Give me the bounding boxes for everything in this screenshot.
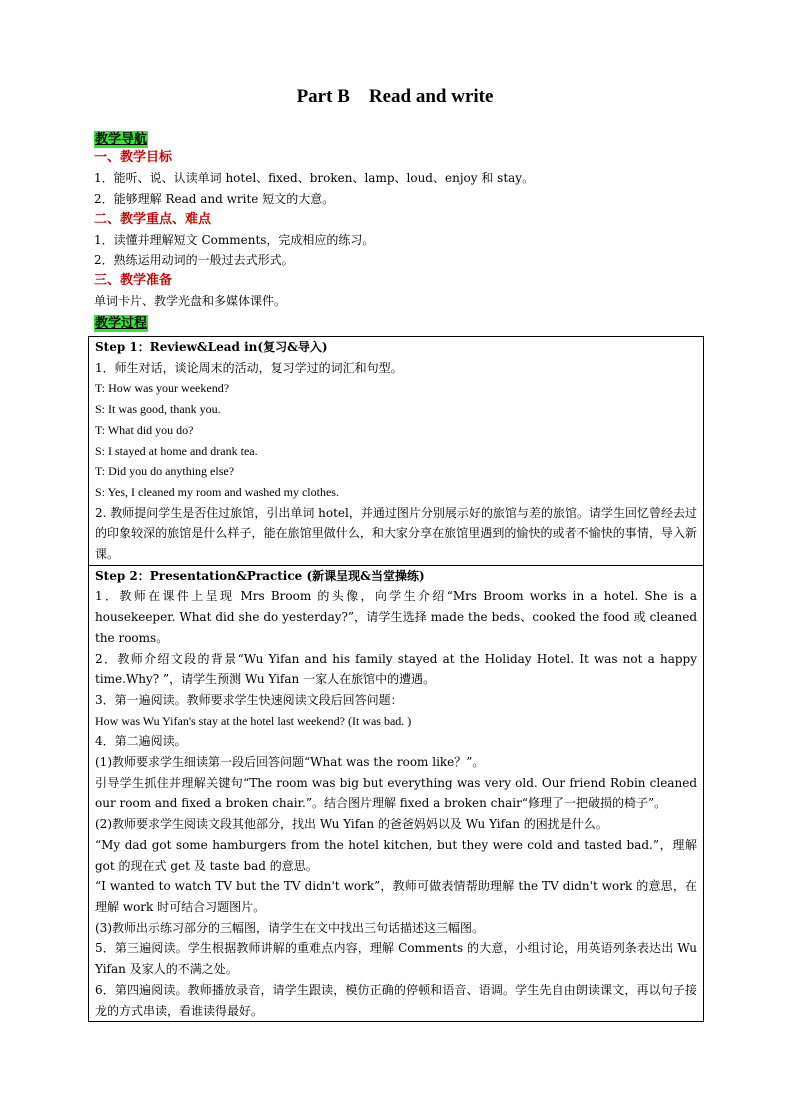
step-line: 2. 教师提问学生是否住过旅馆，引出单词 hotel，并通过图片分别展示好的旅馆与差的旅馆。请学生回忆曾经去过的印象较深的旅馆是什么样子，能在旅馆里做什么，和大家分享在旅馆里遇到的愉快的或者不愉快的事情，导入新课。	[95, 505, 697, 562]
dialogue-line: S: Yes, I cleaned my room and washed my clothes.	[95, 484, 339, 499]
step-1-cell	[89, 337, 703, 565]
step-2-cell	[89, 565, 703, 1021]
step-line: 2．教师介绍文段的背景“Wu Yifan and his family stayed at the Holiday Hotel. It was not a happy time.Why? ”，请学生预测 Wu Yifan 一家人在旅馆中的遭遇。	[95, 651, 697, 687]
page-title: Part B Read and write	[296, 86, 494, 107]
key-heading: 二、教学重点、难点	[94, 211, 212, 227]
goal-item: 1．能听、说、认读单词 hotel、fixed、broken、lamp、loud、enjoy 和 stay。	[94, 171, 535, 185]
step-line: (3)教师出示练习部分的三幅图，请学生在文中找出三句话描述这三幅图。	[95, 920, 485, 935]
guide-label: 教学导航	[95, 132, 148, 147]
dialogue-line: S: It was good, thank you.	[95, 402, 221, 417]
prep-heading: 三、教学准备	[94, 273, 173, 289]
dialogue-line: T: Did you do anything else?	[95, 464, 235, 479]
key-item: 2．熟练运用动词的一般过去式形式。	[94, 253, 294, 268]
goal-item: 2．能够理解 Read and write 短文的大意。	[94, 191, 335, 206]
key-item: 1．读懂并理解短文 Comments，完成相应的练习。	[94, 232, 375, 247]
goals-heading: 一、教学目标	[94, 150, 173, 165]
dialogue-line: T: How was your weekend?	[95, 381, 230, 396]
dialogue-line: T: What did you do?	[95, 422, 194, 437]
step-line: “My dad got some hamburgers from the hotel kitchen, but they were cold and tasted bad.”，理解 got 的现在式 get 及 taste bad 的意思。	[95, 837, 697, 873]
step-line: “I wanted to watch TV but the TV didn't work”，教师可做表情帮助理解 the TV didn't work 的意思，在理解 work 时可结合习题图片。	[95, 879, 697, 914]
process-table	[88, 336, 704, 1022]
teaching-guide	[94, 128, 704, 332]
prep-item: 单词卡片、教学光盘和多媒体课件。	[94, 294, 287, 309]
step-line: (1)教师要求学生细读第一段后回答问题“What was the room like？”。	[95, 755, 485, 770]
step-line: (2)教师要求学生阅读文段其他部分，找出 Wu Yifan 的爸爸妈妈以及 Wu Yifan 的困扰是什么。	[95, 817, 608, 832]
step-line: 引导学生抓住并理解关键句“The room was big but everything was very old. Our friend Robin cleaned our room and fixed a broken chair.”。结合图片理解 fixed a broken chair“修理了一把破损的椅子”。	[95, 775, 697, 811]
step-line: 6．第四遍阅读。教师播放录音，请学生跟读，模仿正确的停顿和语音、语调。学生先自由朗读课文，再以句子接龙的方式串读，看谁读得最好。	[95, 982, 697, 1018]
step-line: How was Wu Yifan's stay at the hotel last weekend? (It was bad. )	[95, 713, 412, 728]
step-title: Step 1：Review&Lead in(复习&导入)	[95, 340, 328, 354]
dialogue-line: S: I stayed at home and drank tea.	[95, 443, 258, 458]
step-line: 5．第三遍阅读。学生根据教师讲解的重难点内容，理解 Comments 的大意，小组讨论，用英语列条表达出 Wu Yifan 及家人的不满之处。	[95, 941, 697, 977]
step-line: 3．第一遍阅读。教师要求学生快速阅读文段后回答问题：	[95, 692, 403, 707]
step-line: 4．第二遍阅读。	[95, 734, 187, 749]
process-label: 教学过程	[95, 315, 148, 331]
step-title: Step 2：Presentation&Practice (新课呈现&当堂操练)	[95, 568, 425, 583]
step-line: 1．教师在课件上呈现 Mrs Broom 的头像，向学生介绍“Mrs Broom works in a hotel. She is a housekeeper. What did she do yesterday?”，请学生选择 made the beds、cooked the food 或 cleaned the rooms。	[95, 589, 697, 645]
step-line: 1．师生对话，谈论周末的活动，复习学过的词汇和句型。	[95, 360, 403, 375]
